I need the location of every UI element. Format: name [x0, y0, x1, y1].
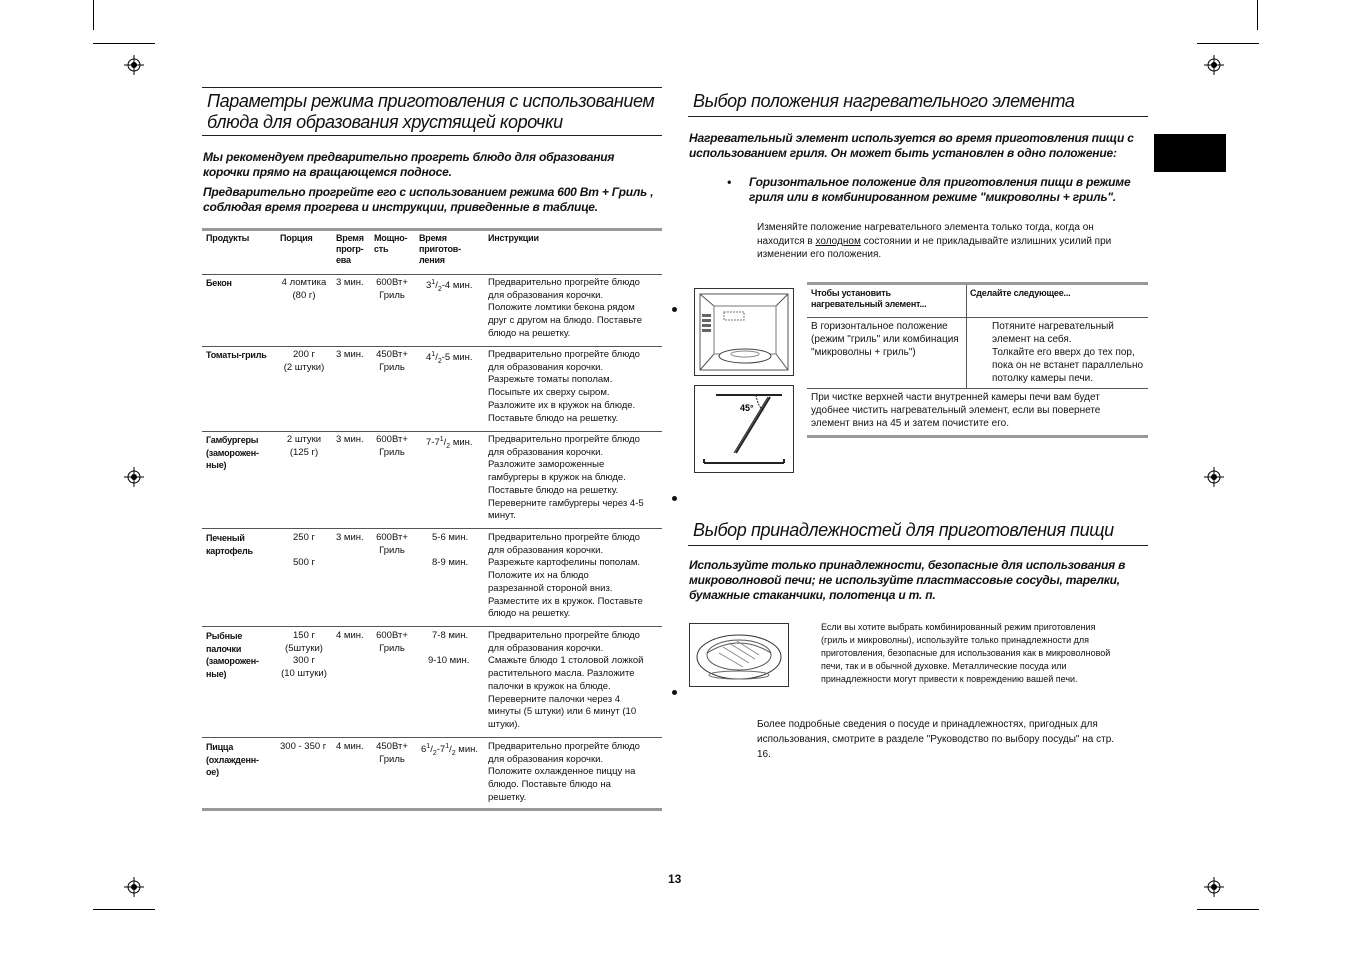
registration-mark [124, 55, 144, 75]
pos-table-header-1: Чтобы установить нагревательный элемент... [811, 288, 927, 309]
angle-label: 45° [740, 403, 754, 413]
accessories-intro: Используйте только принадлежности, безопасные для использования в микроволновой печи; не используйте пластмассовые сосуды, тарелки, бумажные стаканчики, полотенца и т. п. [689, 558, 1126, 602]
th-preheat: Время прогр- ева [336, 233, 364, 265]
margin-dot [672, 307, 677, 312]
th-cook: Время приготов- ления [419, 233, 461, 265]
right-title-accessories: Выбор принадлежностей для приготовления пищи [693, 520, 1114, 540]
registration-mark [1204, 55, 1224, 75]
left-intro-1: Мы рекомендуем предварительно прогреть блюдо для образования корочки прямо на вращающемся подносе. [203, 150, 615, 179]
th-instructions: Инструкции [488, 233, 539, 243]
section-tab [1154, 134, 1226, 172]
left-intro-2: Предварительно прогрейте его с использованием режима 600 Вт + Гриль , соблюдая время прогрева и инструкции, приведенные в таблице. [203, 185, 654, 214]
heating-note: Изменяйте положение нагревательного элемента только тогда, когда он находится в холодном состоянии и не прикладывайте излишних усилий при изменении его положения. [757, 222, 1112, 260]
th-power: Мощно- сть [374, 233, 408, 254]
registration-mark [124, 877, 144, 897]
more-info-text: Более подробные сведения о посуде и принадлежностях, пригодных для использования, смотрите в разделе "Руководство по выбору посуды" на стр. 16. [757, 719, 1115, 760]
microwave-interior-illustration [694, 288, 794, 376]
registration-mark [1204, 877, 1224, 897]
registration-mark [1204, 467, 1224, 487]
left-title: Параметры режима приготовления с использованием блюда для образования хрустящей корочки [207, 91, 655, 132]
th-product: Продукты [206, 233, 250, 243]
heating-bullet: Горизонтальное положение для приготовления пищи в режиме гриля или в комбинированном режиме "микроволны + гриль". [749, 175, 1131, 204]
margin-dot [672, 690, 677, 695]
heating-intro: Нагревательный элемент используется во время приготовления пищи с использованием гриля. Он может быть установлен в одно положение: [689, 131, 1134, 160]
heating-element-angle-illustration [694, 385, 794, 473]
cleaning-note: При чистке верхней части внутренней камеры печи вам будет удобнее чистить нагревательный элемент, если вы повернете элемент вниз на 45 и затем почистите его. [811, 392, 1101, 429]
pos-table-cell-position: В горизонтальное положение (режим "гриль" или комбинация "микроволны + гриль") [811, 321, 959, 358]
turntable-dish-illustration [689, 623, 789, 687]
accessories-text: Если вы хотите выбрать комбинированный режим приготовления (гриль и микроволны), используйте только принадлежности для приготовления, безопасные для использования как в микроволновой печи, так и в обычной духовке. Металлические посуда или принадлежности могут привести к повреждению вашей печи. [821, 622, 1111, 684]
registration-mark [124, 467, 144, 487]
margin-dot [672, 496, 677, 501]
pos-table-cell-action: Потяните нагревательный элемент на себя. Толкайте его вверх до тех пор, пока он не встанет параллельно потолку камеры печи. [992, 321, 1144, 384]
bullet-marker: • [727, 175, 732, 189]
th-portion: Порция [280, 233, 313, 243]
page-number: 13 [668, 872, 682, 886]
right-title-heating: Выбор положения нагревательного элемента [693, 91, 1075, 111]
pos-table-header-2: Сделайте следующее... [970, 288, 1071, 298]
